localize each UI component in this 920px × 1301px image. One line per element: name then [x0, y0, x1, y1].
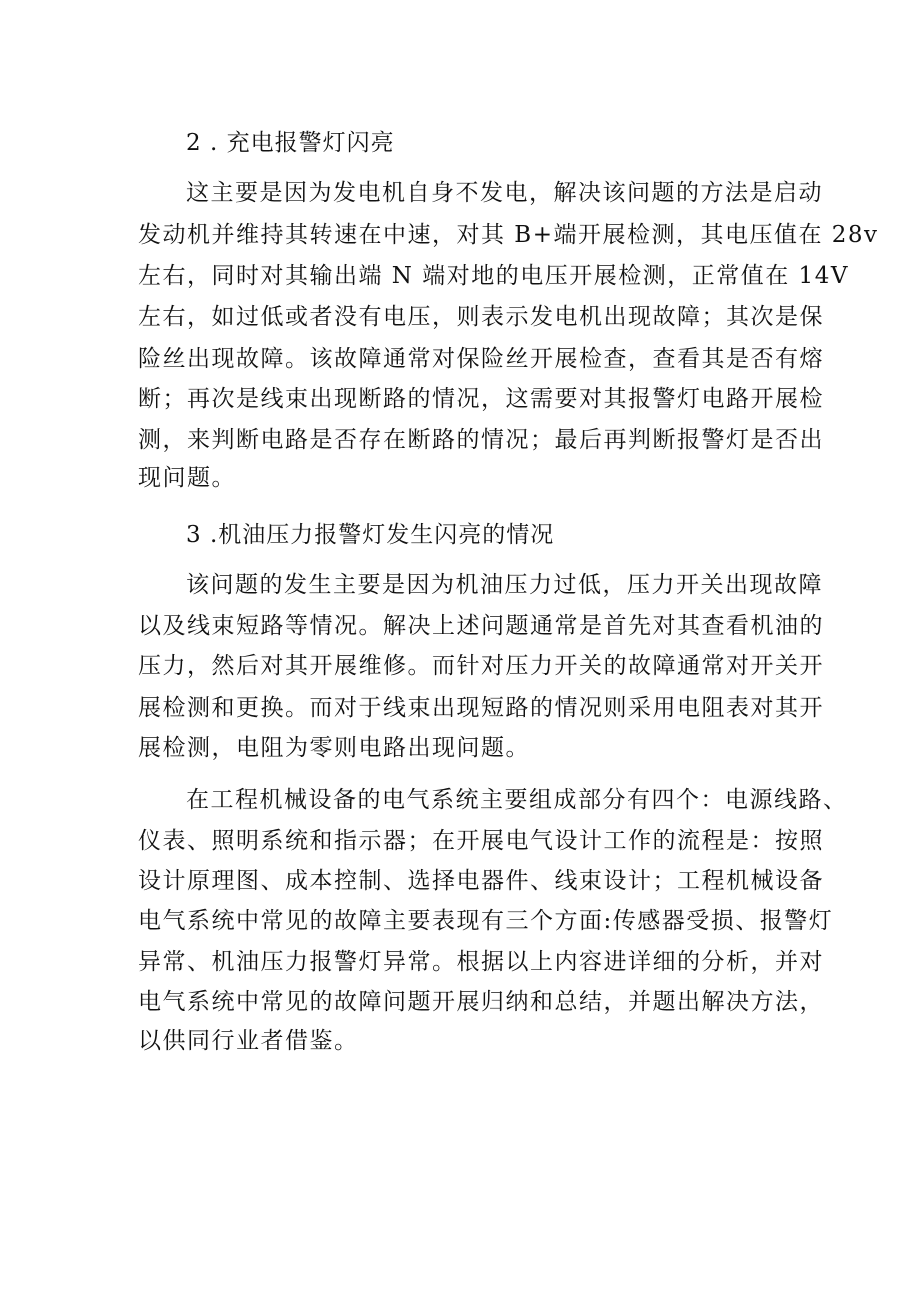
paragraph-line: 险丝出现故障。该故障通常对保险丝开展检查，查看其是否有熔: [138, 346, 824, 372]
section-3-heading: 3 .机油压力报警灯发生闪亮的情况: [186, 522, 555, 548]
paragraph-line: 该问题的发生主要是因为机油压力过低，压力开关出现故障: [186, 572, 823, 598]
paragraph-line: 在工程机械设备的电气系统主要组成部分有四个：电源线路、: [186, 787, 848, 813]
paragraph-line: 以供同行业者借鉴。: [138, 1028, 359, 1054]
paragraph-line: 左右，同时对其输出端 N 端对地的电压开展检测，正常值在 14V: [138, 263, 849, 289]
paragraph-line: 仪表、照明系统和指示器；在开展电气设计工作的流程是：按照: [138, 828, 824, 854]
paragraph-line: 断；再次是线束出现断路的情况，这需要对其报警灯电路开展检: [138, 386, 824, 412]
paragraph-line: 以及线束短路等情况。解决上述问题通常是首先对其查看机油的: [138, 613, 824, 639]
paragraph-line: 电气系统中常见的故障问题开展归纳和总结，并题出解决方法，: [138, 989, 824, 1015]
paragraph-line: 展检测，电阻为零则电路出现问题。: [138, 735, 530, 761]
paragraph-line: 左右，如过低或者没有电压，则表示发电机出现故障；其次是保: [138, 304, 824, 330]
section-2-heading: 2 . 充电报警灯闪亮: [186, 130, 395, 156]
paragraph-line: 压力，然后对其开展维修。而针对压力开关的故障通常对开关开: [138, 653, 824, 679]
paragraph-line: 异常、机油压力报警灯异常。根据以上内容进详细的分析，并对: [138, 949, 824, 975]
paragraph-line: 发动机并维持其转速在中速，对其 B+端开展检测，其电压值在 28v: [138, 222, 879, 248]
paragraph-line: 展检测和更换。而对于线束出现短路的情况则采用电阻表对其开: [138, 695, 824, 721]
paragraph-line: 设计原理图、成本控制、选择电器件、线束设计；工程机械设备: [138, 868, 824, 894]
paragraph-line: 电气系统中常见的故障主要表现有三个方面:传感器受损、报警灯: [138, 908, 834, 934]
paragraph-line: 这主要是因为发电机自身不发电，解决该问题的方法是启动: [186, 180, 823, 206]
paragraph-line: 现问题。: [138, 465, 236, 491]
paragraph-line: 测，来判断电路是否存在断路的情况；最后再判断报警灯是否出: [138, 427, 824, 453]
